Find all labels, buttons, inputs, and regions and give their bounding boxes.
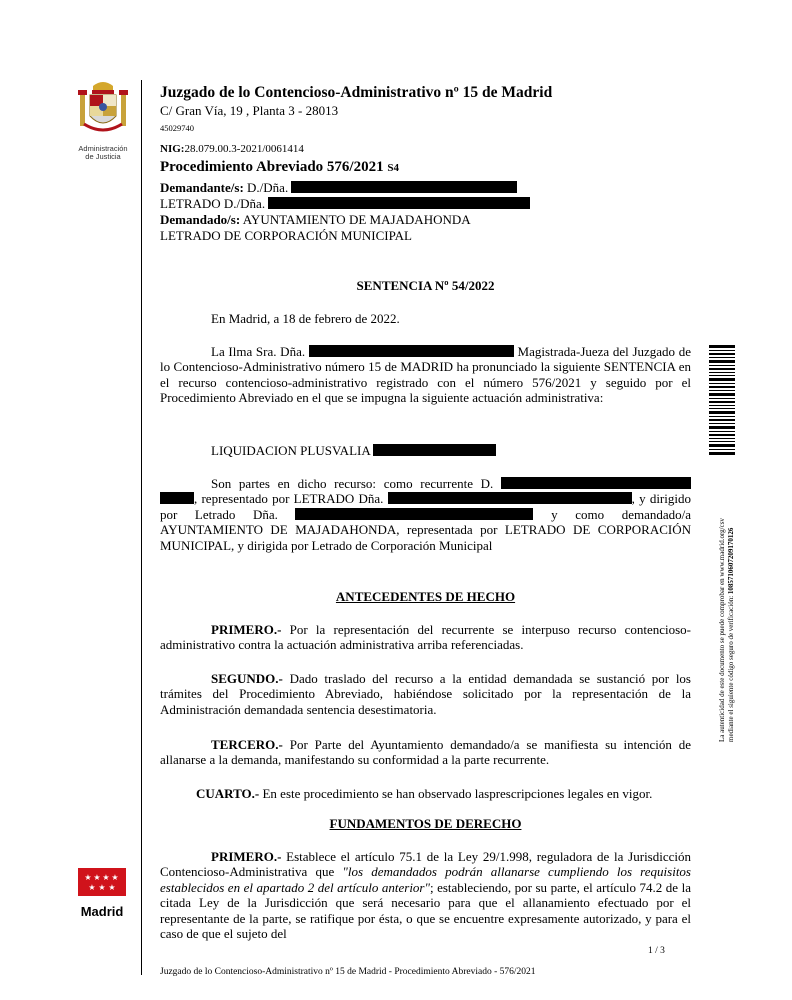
redaction	[160, 492, 194, 504]
redaction	[268, 197, 530, 209]
margin-rule	[141, 80, 142, 975]
parties-paragraph: Son partes en dicho recurso: como recurrente D. , representado por LETRADO Dña. , y dirigido por Letrado Dña. y como demandado/a AYUNTAMIENTO DE MAJADAHONDA, representada por LETRADO DE CORPORACIÓN MUNICIPAL, y dirigida por Letrado de Corporación Municipal	[160, 476, 691, 553]
antecedente-segundo: SEGUNDO.- Dado traslado del recurso a la entidad demandada se sustanció por los trámites del Procedimiento Abreviado, habiéndose solicitado por la representación de la Administración demandada sentencia desestimatoria.	[160, 671, 691, 717]
court-name: Juzgado de lo Contencioso-Administrativo nº 15 de Madrid	[160, 84, 553, 101]
logo-caption: Administración de Justicia	[78, 144, 128, 161]
barcode-icon	[709, 345, 735, 455]
procedure-title: Procedimiento Abreviado 576/2021 S4	[160, 159, 399, 175]
redaction	[388, 492, 632, 504]
antecedente-cuarto: CUARTO.- En este procedimiento se han observado lasprescripciones legales en vigor.	[196, 786, 653, 801]
defendant-line: Demandado/s: AYUNTAMIENTO DE MAJADAHONDA	[160, 212, 471, 227]
place-date: En Madrid, a 18 de febrero de 2022.	[211, 311, 400, 326]
redaction	[309, 345, 514, 357]
liquidation-line: LIQUIDACION PLUSVALIA	[211, 443, 691, 458]
madrid-flag-icon	[78, 868, 126, 896]
page-number: 1 / 3	[648, 946, 665, 956]
svg-text:★: ★	[84, 873, 92, 882]
fundamentos-title: FUNDAMENTOS DE DERECHO	[329, 816, 522, 831]
court-address: C/ Gran Vía, 19 , Planta 3 - 28013	[160, 103, 339, 118]
redaction	[501, 477, 691, 489]
madrid-label: Madrid	[80, 904, 124, 919]
redaction	[295, 508, 533, 520]
antecedentes-title: ANTECEDENTES DE HECHO	[335, 589, 516, 604]
svg-text:★: ★	[93, 873, 101, 882]
fundamento-primero: PRIMERO.- Establece el artículo 75.1 de la Ley 29/1.998, reguladora de la Jurisdicción Contencioso-Administrativa que "los demandados podrán allanarse cumpliendo los requisitos establecidos en el apartado 2 del artículo anterior"; estableciendo, por su parte, el artículo 74.2 de la citada Ley de la Jurisdicción que será necesario para que el allanamiento efectuado por el representante de la parte, se ratifique por ésta, o que se encuentre expresamente autorizado, y para el caso de que el sujeto del	[160, 849, 691, 942]
court-code: 45029740	[160, 123, 194, 133]
sentence-title: SENTENCIA Nº 54/2022	[356, 278, 495, 293]
lawyer-line: LETRADO D./Dña.	[160, 196, 530, 212]
svg-text:★: ★	[108, 883, 116, 892]
svg-text:★: ★	[102, 873, 110, 882]
antecedente-primero: PRIMERO.- Por la representación del recurrente se interpuso recurso contencioso-administrativo contra la actuación administrativa arriba referenciadas.	[160, 622, 691, 653]
svg-text:★: ★	[88, 883, 96, 892]
nig-line: NIG:28.079.00.3-2021/0061414	[160, 143, 304, 155]
justice-logo	[76, 80, 130, 161]
redaction	[373, 444, 496, 456]
plaintiff-line: Demandante/s: D./Dña.	[160, 180, 517, 196]
svg-text:★: ★	[111, 873, 119, 882]
intro-paragraph: La Ilma Sra. Dña. Magistrada-Jueza del Juzgado de lo Contencioso-Administrativo número 15 de MADRID ha pronunciado la siguiente SENTENCIA en el recurso contencioso-administrativo registrado con el número 576/2021 y seguido por el Procedimiento Abreviado en el que se impugna la siguiente actuación administrativa:	[160, 344, 692, 406]
redaction	[291, 181, 517, 193]
verification-note: La autenticidad de este documento se puede comprobar en www.madrid.org/csv mediante el siguiente código seguro de verificación: 1085710607209170126	[718, 518, 735, 742]
antecedente-tercero: TERCERO.- Por Parte del Ayuntamiento demandado/a se manifiesta su intención de allanarse a la demanda, manifestando su conformidad a la parte recurrente.	[160, 737, 691, 768]
coat-of-arms-icon	[76, 80, 130, 138]
page-footer: Juzgado de lo Contencioso-Administrativo nº 15 de Madrid - Procedimiento Abreviado - 576/2021	[160, 967, 536, 977]
madrid-logo	[76, 868, 128, 919]
svg-text:★: ★	[98, 883, 106, 892]
corp-lawyer-line: LETRADO DE CORPORACIÓN MUNICIPAL	[160, 228, 412, 243]
